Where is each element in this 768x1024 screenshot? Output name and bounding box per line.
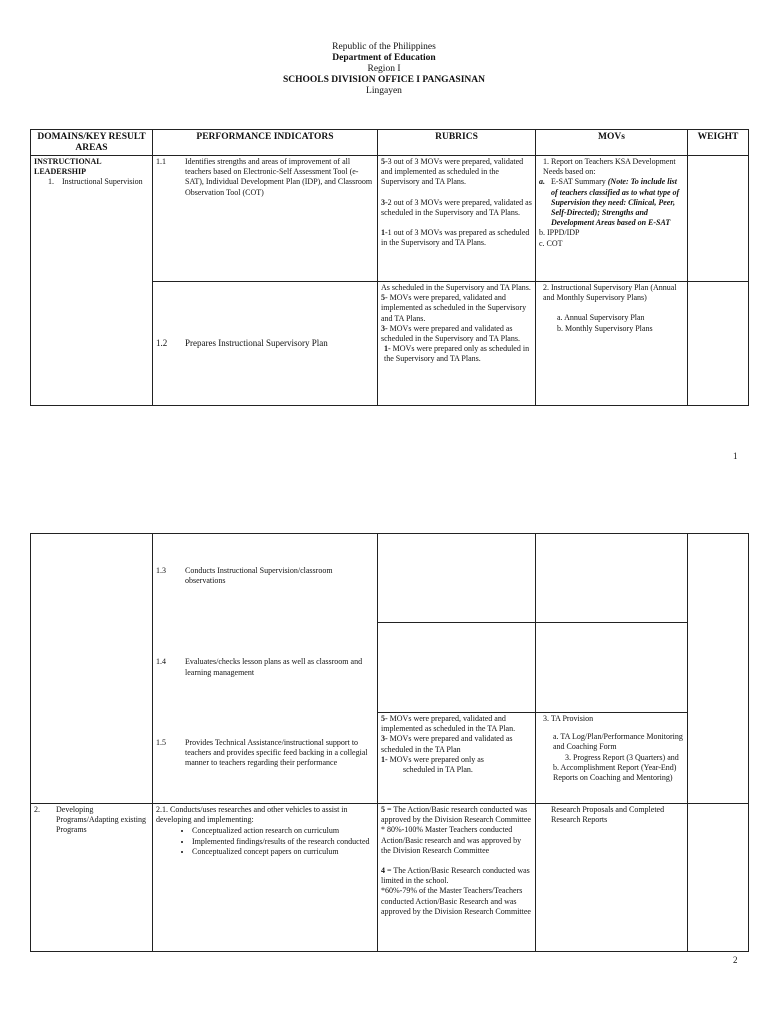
header-region: Region I: [367, 64, 401, 74]
mov-text: E-SAT Summary: [551, 177, 606, 187]
mov-item: c. COT: [539, 238, 563, 248]
movs-2: [536, 282, 688, 406]
weight-cell: [688, 804, 749, 952]
rubric-text: *60%-79% of the Master Teachers/Teachers conducted Action/Basic Research and was approved by the Division Research Committee: [381, 886, 531, 916]
domain-2: [31, 804, 153, 952]
header-city: Lingayen: [366, 86, 402, 96]
rubric-score: 5: [381, 157, 385, 166]
indicator-text: 2.1. Conducts/uses researches and other vehicles to assist in developing and implementing:: [156, 805, 348, 825]
rubric-score: 5: [381, 805, 385, 814]
indicator-num: 1.5: [156, 737, 166, 747]
col-header-weight: WEIGHT: [688, 130, 749, 156]
mov-item: Research Proposals and Completed Research Reports: [551, 805, 665, 825]
rubric-text: - MOVs were prepared and validated as scheduled in the TA Plan: [381, 734, 513, 754]
mov-item: 3. TA Provision: [543, 714, 594, 723]
col-header-movs: MOVs: [536, 130, 688, 156]
weight-cell: [688, 156, 749, 282]
domain-sub: [34, 177, 149, 187]
bullet-item: • Conceptualized concept papers on curriculum: [192, 847, 374, 857]
mov-note: (Note: To include list of teachers classified as to what type of Supervision they need: Clinical, Peer, Self-Directed); Strengths and Development Areas based on E-SAT: [551, 177, 680, 228]
header-department: Department of Education: [332, 53, 436, 63]
indicator-1-3: [156, 566, 374, 586]
mov-item: b. IPPD/IDP: [539, 228, 580, 238]
rubric-text: -3 out of 3 MOVs were prepared, validated and implemented as scheduled in the Supervisory and TA Plans.: [381, 157, 524, 187]
rubric-score: 1: [381, 754, 385, 764]
indicator-1-2: [153, 282, 378, 406]
rubric-score: 3: [381, 734, 385, 744]
rubric-2: [378, 282, 536, 406]
movs-4: [536, 804, 688, 952]
domain-sub-num: 1.: [48, 177, 54, 187]
mov-item: 1. Report on Teachers KSA Development Needs based on:: [543, 157, 676, 177]
rubric-text: * 80%-100% Master Teachers conducted Action/Basic research and was approved by the Division Research Committee: [381, 825, 522, 855]
domain-title: INSTRUCTIONAL LEADERSHIP: [34, 157, 102, 177]
mov-item: a. Annual Supervisory Plan: [557, 313, 645, 323]
rubric-text: -1 out of 3 MOVs was prepared as scheduled in the Supervisory and TA Plans.: [381, 228, 530, 248]
mov-item: 2. Instructional Supervisory Plan (Annual and Monthly Supervisory Plans): [543, 283, 677, 303]
rubric-score: 1: [384, 344, 388, 354]
indicator-num: 1.4: [156, 657, 166, 667]
domain-cell: [31, 156, 153, 406]
rubric-score: 3: [381, 323, 385, 333]
rubric-score: 1: [381, 228, 385, 238]
indicator-1-2-text: Prepares Instructional Supervisory Plan: [185, 338, 328, 349]
rubric-3: [378, 534, 536, 804]
indicator-1-2-num: 1.2: [156, 338, 168, 349]
movs-3: [536, 534, 688, 804]
rubric-text: - MOVs were prepared and validated as scheduled in the Supervisory and TA Plans.: [381, 323, 520, 344]
indicator-1-4: [156, 657, 374, 677]
indicator-1-1: [153, 156, 378, 282]
mov-item: b. Monthly Supervisory Plans: [557, 323, 653, 333]
page1-table: [30, 129, 749, 406]
mov-item: 3. Progress Report (3 Quarters) and: [565, 752, 679, 762]
col-header-domains: DOMAINS/KEY RESULT AREAS: [31, 130, 153, 156]
indicator-1-5: [156, 738, 374, 769]
movs-1: [536, 156, 688, 282]
indicators-1-3-to-1-5: [153, 534, 378, 804]
header-republic: Republic of the Philippines: [332, 42, 436, 52]
indicator-1-1-num: 1.1: [156, 157, 166, 166]
rubric-text: = The Action/Basic Research conducted was limited in the school.: [381, 866, 530, 886]
mov-item: b. Accomplishment Report (Year-End) Reports on Coaching and Mentoring): [553, 762, 677, 783]
indicator-num: 1.3: [156, 566, 166, 575]
col-header-rubrics: RUBRICS: [378, 130, 536, 156]
domain-text: Developing Programs/Adapting existing Programs: [56, 805, 146, 835]
rubric-text: - MOVs were prepared only as: [385, 754, 484, 764]
domain-cell-empty: [31, 534, 153, 804]
domain-sub-text: Instructional Supervision: [62, 177, 143, 187]
col-header-indicators: PERFORMANCE INDICATORS: [153, 130, 378, 156]
bullet-item: • Conceptualized action research on curriculum: [192, 826, 374, 836]
rubric-score: 5: [381, 293, 385, 303]
rubric-text: - MOVs were prepared, validated and implemented as scheduled in the Supervisory and TA Plans.: [381, 293, 527, 323]
mov-item: a. TA Log/Plan/Performance Monitoring and Coaching Form: [553, 732, 683, 752]
mov-item: [539, 177, 684, 228]
weight-cell: [688, 282, 749, 406]
rubric-text: scheduled in TA Plan.: [403, 765, 473, 775]
page2-table: [30, 533, 749, 952]
rubric-score: 5: [381, 714, 385, 723]
letterhead: [0, 42, 768, 97]
indicator-2-1: [153, 804, 378, 952]
rubric-text: - MOVs were prepared, validated and implemented as scheduled in the TA Plan.: [381, 714, 516, 734]
rubric-text: = The Action/Basic research conducted was approved by the Division Research Committee: [381, 805, 531, 825]
rubric-score: 4: [381, 866, 385, 876]
rubric-text: - MOVs were prepared only as scheduled in the Supervisory and TA Plans.: [384, 344, 530, 364]
mov-label: a.: [539, 177, 545, 187]
rubric-intro: As scheduled in the Supervisory and TA Plans.: [381, 283, 531, 292]
domain-num: 2.: [34, 805, 40, 814]
weight-cell: [688, 534, 749, 804]
indicator-text: Provides Technical Assistance/instructional support to teachers and provides specific feed backing in a collegial manner to teachers regarding their performance: [185, 737, 368, 768]
page-number: 2: [733, 955, 738, 965]
indicator-1-1-text: Identifies strengths and areas of improvement of all teachers based on Electronic-Self Assessment Tool (e-SAT), Individual Development Plan (IDP), and Classroom Observation Tool (COT): [185, 157, 373, 197]
rubric-1: [378, 156, 536, 282]
rubric-4: [378, 804, 536, 952]
page-number: 1: [733, 451, 738, 461]
indicator-text: Evaluates/checks lesson plans as well as classroom and learning management: [185, 657, 363, 677]
indicator-text: Conducts Instructional Supervision/classroom observations: [185, 566, 333, 586]
rubric-score: 3: [381, 197, 385, 207]
rubric-text: -2 out of 3 MOVs were prepared, validated as scheduled in the Supervisory and TA Plans.: [381, 197, 532, 217]
bullet-item: • Implemented findings/results of the research conducted: [192, 837, 374, 847]
indicator-2-1-bullets: [156, 826, 374, 857]
header-division: SCHOOLS DIVISION OFFICE I PANGASINAN: [283, 75, 485, 85]
